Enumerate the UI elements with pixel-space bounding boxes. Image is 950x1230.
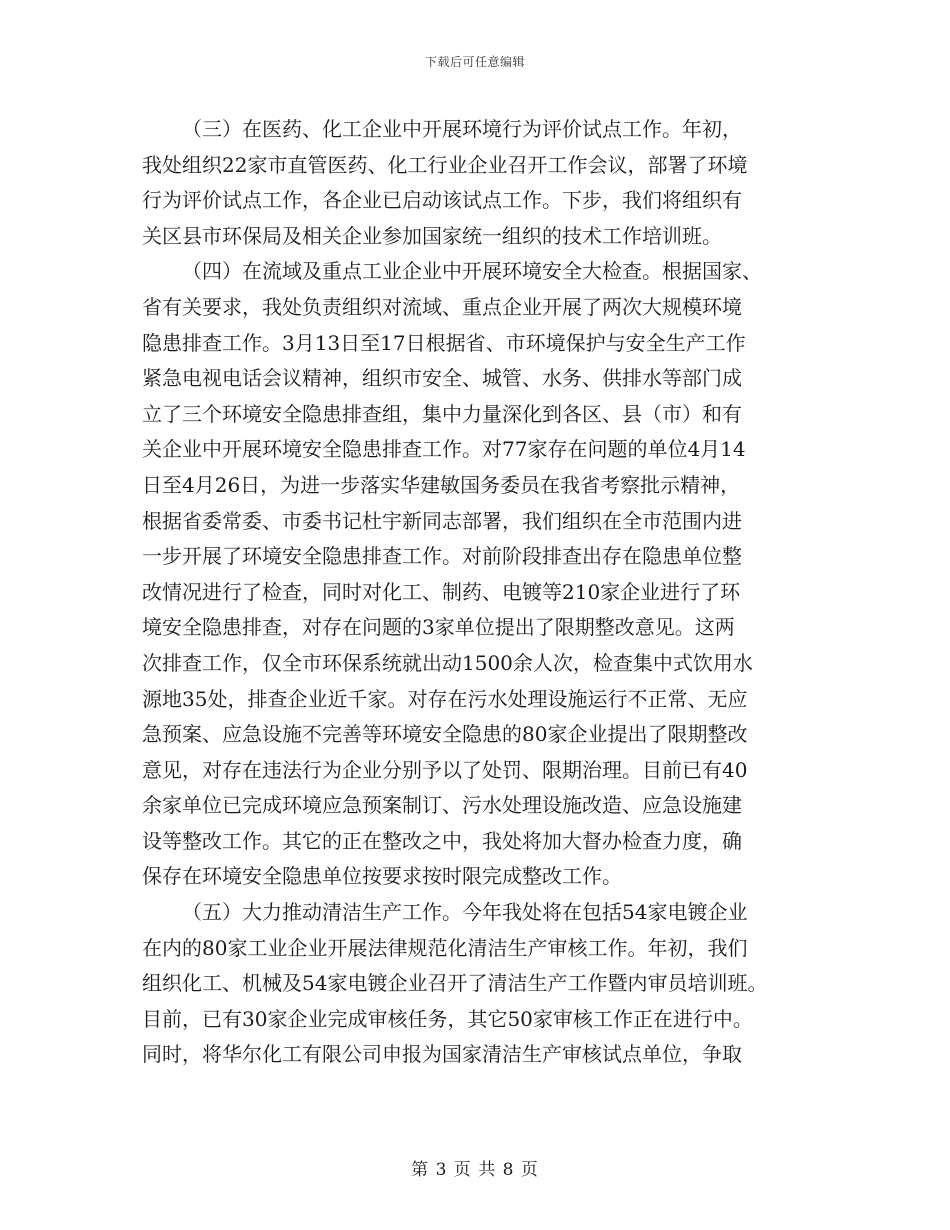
document-body: [142, 112, 808, 1073]
text-line: 设等整改工作。其它的正在整改之中，我处将加大督办检查力度，确: [142, 828, 742, 853]
text-line: 目前，已有30家企业完成审核任务，其它50家审核工作正在进行中。: [142, 1006, 753, 1031]
text-line: 隐患排查工作。3月13日至17日根据省、市环境保护与安全生产工作: [142, 330, 746, 355]
text-line: 日至4月26日，为进一步落实华建敏国务委员在我省考察批示精神，: [142, 472, 741, 497]
text-line: 源地35处，排查企业近千家。对存在污水处理设施运行不正常、无应: [142, 686, 748, 711]
paragraph-first-line: （三）在医药、化工企业中开展环境行为评价试点工作。年初，: [182, 117, 742, 141]
paragraph-first-line: （五）大力推动清洁生产工作。今年我处将在包括54家电镀企业: [182, 900, 748, 925]
text-line: 关区县市环保局及相关企业参加国家统一组织的技术工作培训班。: [142, 223, 722, 248]
text-line: 省有关要求，我处负责组织对流域、重点企业开展了两次大规模环境: [142, 294, 742, 319]
text-line: 立了三个环境安全隐患排查组，集中力量深化到各区、县（市）和有: [142, 401, 742, 426]
text-line: 根据省委常委、市委书记杜宇新同志部署，我们组织在全市范围内进: [142, 508, 742, 533]
text-line: 次排查工作，仅全市环保系统就出动1500余人次，检查集中式饮用水: [142, 650, 753, 675]
text-line: 同时，将华尔化工有限公司申报为国家清洁生产审核试点单位，争取: [142, 1042, 742, 1067]
text-line: 保存在环境安全隐患单位按要求按时限完成整改工作。: [142, 864, 622, 889]
text-line: 组织化工、机械及54家电镀企业召开了清洁生产工作暨内审员培训班。: [142, 971, 768, 996]
text-line: 境安全隐患排查，对存在问题的3家单位提出了限期整改意见。这两: [142, 615, 735, 640]
text-line: 意见，对存在违法行为企业分别予以了处罚、限期治理。目前已有40: [142, 757, 748, 782]
text-line: 紧急电视电话会议精神，组织市安全、城管、水务、供排水等部门成: [142, 366, 742, 391]
text-line: 一步开展了环境安全隐患排查工作。对前阶段排查出存在隐患单位整: [142, 544, 742, 569]
text-line: 在内的80家工业企业开展法律规范化清洁生产审核工作。年初，我们: [142, 935, 748, 960]
page-number-footer: 第 3 页 共 8 页: [411, 1160, 539, 1180]
text-line: 余家单位已完成环境应急预案制订、污水处理设施改造、应急设施建: [142, 793, 742, 818]
text-line: 急预案、应急设施不完善等环境安全隐患的80家企业提出了限期整改: [142, 722, 748, 747]
header-note: 下载后可任意编辑: [424, 55, 525, 69]
text-line: 行为评价试点工作，各企业已启动该试点工作。下步，我们将组织有: [142, 188, 742, 213]
text-line: 改情况进行了检查，同时对化工、制药、电镀等210家企业进行了环: [142, 579, 741, 604]
text-line: 我处组织22家市直管医药、化工行业企业召开工作会议，部署了环境: [142, 152, 748, 177]
text-line: 关企业中开展环境安全隐患排查工作。对77家存在问题的单位4月14: [142, 437, 746, 462]
paragraph-first-line: （四）在流域及重点工业企业中开展环境安全大检查。根据国家、: [182, 259, 762, 284]
